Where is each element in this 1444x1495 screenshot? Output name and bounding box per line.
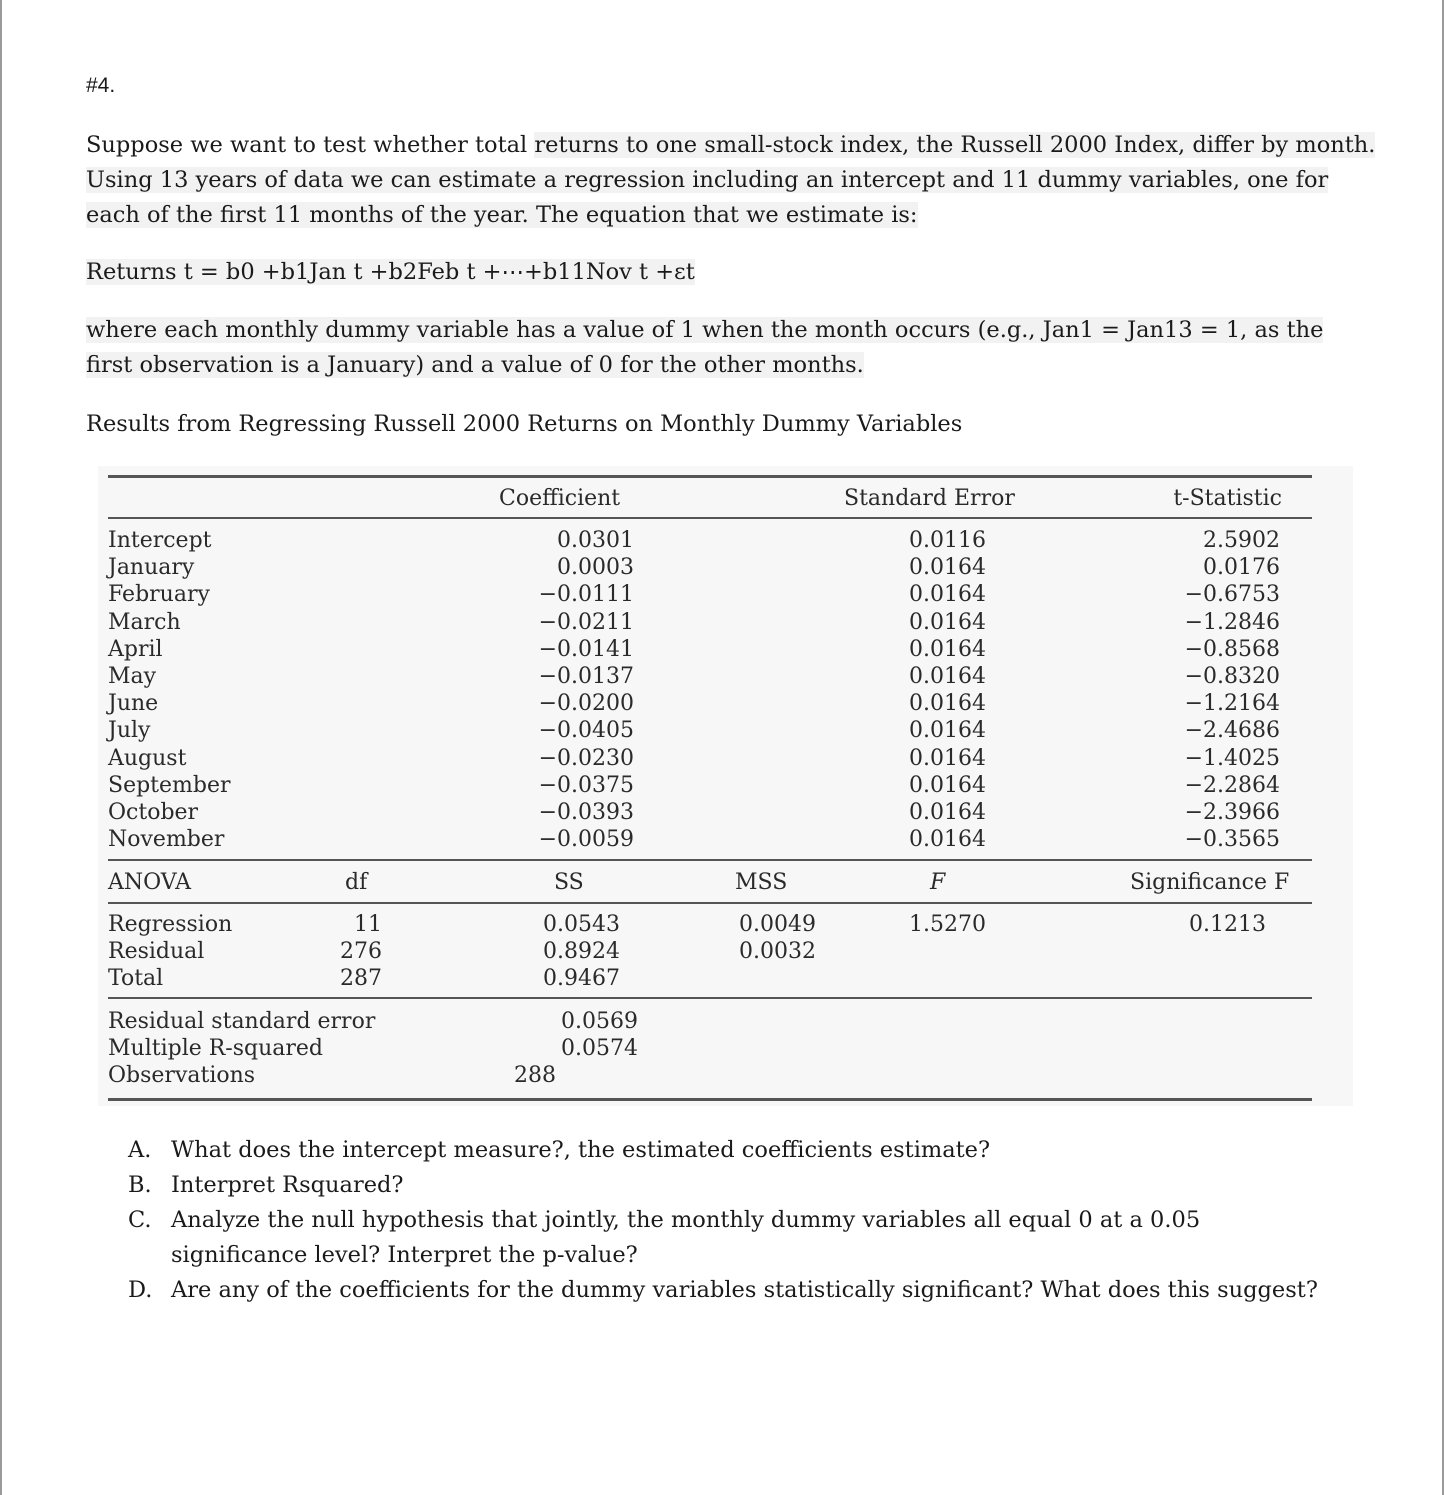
row-label: May <box>108 664 157 690</box>
question-item <box>128 1168 1328 1203</box>
anova-mss-values <box>700 911 816 965</box>
t-statistic-cell: −0.3565 <box>1184 827 1280 853</box>
anova-ss-cell: 0.9467 <box>543 966 620 992</box>
t-statistic-cell: 0.0176 <box>1203 555 1280 581</box>
summary-stat-value: 0.0569 <box>561 1009 638 1034</box>
coefficient-cell: −0.0393 <box>538 800 634 826</box>
header-standard-error: Standard Error <box>844 486 1015 511</box>
question-text: Interpret Rsquared? <box>171 1172 404 1198</box>
row-label: September <box>108 772 231 798</box>
summary-stat-value: 288 <box>514 1063 556 1089</box>
question-letter: B. <box>128 1172 152 1198</box>
ss-header: SS <box>554 870 584 895</box>
summary-stat-label: Observations <box>108 1063 256 1089</box>
anova-row-label: Total <box>108 966 164 992</box>
table-title: Results from Regressing Russell 2000 Returns on Monthly Dummy Variables <box>86 411 963 437</box>
problem-heading: #4. <box>86 74 116 97</box>
row-label: October <box>108 800 199 826</box>
row-label: November <box>108 827 225 853</box>
t-statistic-cell: −1.2164 <box>1184 691 1280 717</box>
coefficient-labels <box>108 527 231 853</box>
dummy-description <box>86 313 1376 383</box>
coefficient-cell: −0.0059 <box>538 827 634 853</box>
coefficient-cell: −0.0137 <box>538 664 634 690</box>
intro-text-a: Suppose we want to test whether total <box>86 132 535 158</box>
t-statistic-cell: −0.6753 <box>1184 582 1280 608</box>
stats-top-rule <box>108 997 1312 999</box>
df-header: df <box>345 870 368 895</box>
standard-error-cell: 0.0164 <box>909 827 986 853</box>
mss-header: MSS <box>735 870 788 895</box>
coefficient-cell: 0.0003 <box>557 555 634 581</box>
anova-mss-cell: 0.0032 <box>739 939 816 965</box>
anova-df-cell: 287 <box>340 966 382 992</box>
row-label: April <box>108 636 163 662</box>
anova-significance-cell: 0.1213 <box>1189 912 1266 937</box>
standard-error-cell: 0.0116 <box>909 528 986 553</box>
standard-error-cell: 0.0164 <box>909 772 986 798</box>
anova-row-label: Regression <box>108 912 233 937</box>
anova-top-rule <box>108 859 1312 861</box>
dummy-description-text: where each monthly dummy variable has a value of 1 when the month occurs (e.g., Jan1 = Jan13 = 1, as the first observation is a January) and a value of 0 for the other months. <box>86 317 1324 378</box>
standard-error-cell: 0.0164 <box>909 691 986 717</box>
t-statistic-cell: −2.3966 <box>1184 800 1280 826</box>
row-label: August <box>108 745 187 771</box>
question-list <box>128 1133 1328 1308</box>
standard-error-cell: 0.0164 <box>909 800 986 826</box>
standard-error-cell: 0.0164 <box>909 609 986 635</box>
summary-stat-values <box>500 1008 638 1090</box>
anova-row-label: Residual <box>108 939 205 965</box>
page-border-left <box>0 0 2 1495</box>
regression-equation <box>86 255 695 290</box>
anova-df-values <box>320 911 382 993</box>
summary-stat-labels <box>108 1008 375 1090</box>
question-text: Analyze the null hypothesis that jointly, the monthly dummy variables all equal 0 at a 0.05 significance level? Interpret the p-value? <box>171 1207 1201 1268</box>
t-statistic-cell: −2.4686 <box>1184 718 1280 744</box>
question-text: What does the intercept measure?, the estimated coefficients estimate? <box>171 1137 991 1163</box>
coefficient-cell: −0.0405 <box>538 718 634 744</box>
row-label: January <box>108 555 195 581</box>
anova-ss-values <box>500 911 620 993</box>
standard-error-cell: 0.0164 <box>909 555 986 581</box>
t-statistic-cell: −0.8320 <box>1184 664 1280 690</box>
t-statistic-cell: −1.2846 <box>1184 609 1280 635</box>
standard-error-cell: 0.0164 <box>909 664 986 690</box>
t-statistic-cell: −2.2864 <box>1184 772 1280 798</box>
anova-ss-cell: 0.8924 <box>543 939 620 965</box>
coefficient-cell: −0.0211 <box>538 609 634 635</box>
coefficient-values <box>500 527 634 853</box>
standard-error-cell: 0.0164 <box>909 636 986 662</box>
row-label: February <box>108 582 210 608</box>
standard-error-cell: 0.0164 <box>909 718 986 744</box>
anova-significance-values <box>1140 911 1266 938</box>
row-label: Intercept <box>108 528 212 553</box>
standard-error-values <box>860 527 986 853</box>
header-coefficient: Coefficient <box>499 486 621 511</box>
coefficient-cell: −0.0200 <box>538 691 634 717</box>
question-letter: A. <box>128 1137 152 1163</box>
summary-stat-label: Residual standard error <box>108 1009 376 1034</box>
anova-df-cell: 276 <box>340 939 382 965</box>
row-label: June <box>108 691 159 717</box>
summary-stat-label: Multiple R-squared <box>108 1036 324 1062</box>
anova-header-rule <box>108 902 1312 904</box>
question-text: Are any of the coefficients for the dummy variables statistically significant? What does this suggest? <box>171 1277 1318 1303</box>
t-statistic-values <box>1140 527 1280 853</box>
question-item <box>128 1203 1328 1273</box>
anova-f-cell: 1.5270 <box>909 912 986 937</box>
standard-error-cell: 0.0164 <box>909 745 986 771</box>
anova-f-values <box>870 911 986 938</box>
coefficient-cell: −0.0141 <box>538 636 634 662</box>
anova-df-cell: 11 <box>354 912 382 937</box>
coefficient-cell: −0.0375 <box>538 772 634 798</box>
question-item <box>128 1133 1328 1168</box>
row-label: July <box>108 718 151 744</box>
summary-stat-value: 0.0574 <box>561 1036 638 1062</box>
row-label: March <box>108 609 181 635</box>
coefficient-cell: −0.0230 <box>538 745 634 771</box>
question-letter: C. <box>128 1207 152 1233</box>
table-top-rule <box>108 475 1312 478</box>
significance-f-header: Significance F <box>1130 870 1290 895</box>
t-statistic-cell: −0.8568 <box>1184 636 1280 662</box>
question-item <box>128 1273 1328 1308</box>
coefficient-cell: −0.0111 <box>538 582 634 608</box>
question-letter: D. <box>128 1277 153 1303</box>
t-statistic-cell: −1.4025 <box>1184 745 1280 771</box>
f-header: F <box>930 870 946 895</box>
anova-mss-cell: 0.0049 <box>739 912 816 937</box>
equation-text: Returns t = b0 +b1Jan t +b2Feb t +⋯+b11Nov t +εt <box>86 259 695 285</box>
anova-ss-cell: 0.0543 <box>543 912 620 937</box>
header-rule <box>108 517 1312 519</box>
anova-header: ANOVA <box>108 870 192 895</box>
intro-paragraph <box>86 128 1386 233</box>
table-bottom-rule <box>108 1098 1312 1101</box>
t-statistic-cell: 2.5902 <box>1203 528 1280 553</box>
intro-text-b: returns to one small-stock index, the Russell 2000 Index, differ by month. Using 13 years of data we can estimate a regression including an intercept and 11 dummy variables, one for each of the first 11 months of the year. The equation that we estimate is: <box>86 132 1376 228</box>
anova-labels <box>108 911 232 993</box>
coefficient-cell: 0.0301 <box>557 528 634 553</box>
header-t-statistic: t-Statistic <box>1173 486 1282 511</box>
standard-error-cell: 0.0164 <box>909 582 986 608</box>
